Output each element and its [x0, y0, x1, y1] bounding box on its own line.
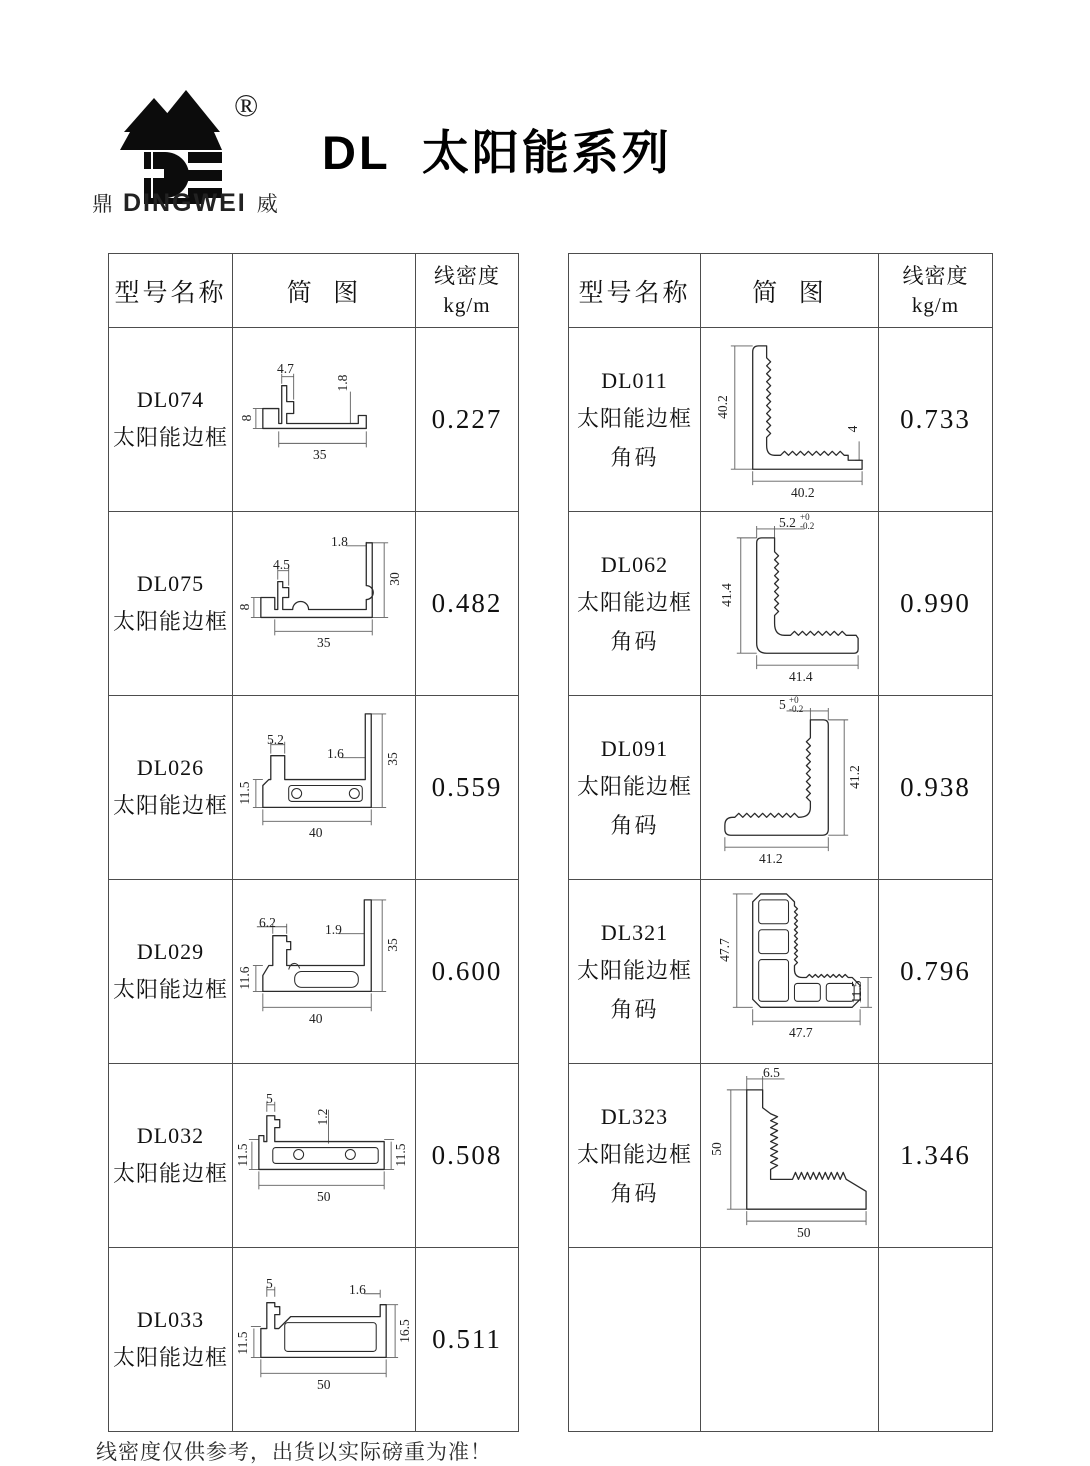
density-cell [416, 328, 519, 512]
footer-note: 线密度仅供参考，出货以实际磅重为准！ [96, 1441, 492, 1464]
dim-label: 35 [385, 752, 400, 766]
brand-line [92, 188, 322, 218]
dim-label: 41.4 [719, 583, 734, 607]
profile-diagram-dl033 [233, 1248, 415, 1431]
model-type: 太阳能边框 [112, 1345, 228, 1370]
dim-label: 11.5 [235, 1143, 250, 1167]
diagram-cell [701, 328, 879, 512]
profile-diagram-dl074 [233, 328, 415, 511]
profile-diagram-dl029 [233, 880, 415, 1063]
model-cell [109, 696, 233, 880]
model-subtype: 角码 [610, 1180, 659, 1206]
model-cell [569, 1064, 701, 1248]
model-type: 太阳能边框 [576, 773, 692, 799]
model-code: DL011 [601, 367, 668, 393]
dim-label: 5.2 [779, 515, 796, 530]
dim-label: 11.5 [849, 980, 864, 1004]
dim-label: 6.5 [763, 1065, 780, 1080]
model-type: 太阳能边框 [576, 405, 692, 431]
density-cell [879, 512, 993, 696]
header-density: 线密度 kg/m [416, 254, 519, 328]
dim-label: 35 [385, 938, 400, 952]
model-code: DL323 [600, 1103, 669, 1129]
diagram-cell [233, 1064, 416, 1248]
model-type: 太阳能边框 [112, 609, 228, 634]
density-cell [416, 880, 519, 1064]
dim-tolerance: +0 -0.2 [789, 695, 804, 715]
model-type: 太阳能边框 [112, 793, 228, 818]
model-type: 太阳能边框 [576, 1141, 692, 1167]
model-type: 太阳能边框 [576, 589, 692, 615]
model-code: DL075 [136, 571, 205, 596]
dim-tolerance: +0 -0.2 [800, 512, 815, 532]
diagram-cell [701, 512, 879, 696]
diagram-cell [233, 512, 416, 696]
dim-label: 47.7 [789, 1025, 813, 1040]
dim-label: 5 [779, 697, 786, 712]
density-value: 0.796 [900, 956, 971, 986]
diagram-cell [233, 1248, 416, 1432]
model-cell [569, 880, 701, 1064]
model-cell [109, 880, 233, 1064]
dim-label: 1.2 [315, 1108, 330, 1126]
dim-label: 30 [387, 572, 402, 586]
dim-label: 4.5 [273, 557, 290, 572]
dim-label: 8 [237, 603, 252, 611]
dim-label: 41.4 [789, 669, 813, 684]
model-code: DL033 [136, 1307, 205, 1332]
profile-diagram-dl026 [233, 696, 415, 879]
model-code: DL091 [600, 735, 669, 761]
dim-label: 41.2 [847, 765, 862, 789]
density-value: 0.508 [431, 1140, 503, 1170]
dim-label: 6.2 [259, 915, 276, 930]
dim-label: 4.7 [277, 361, 294, 376]
model-type: 太阳能边框 [112, 977, 228, 1002]
dim-label: 5 [266, 1276, 273, 1291]
density-cell [879, 696, 993, 880]
dim-label: 11.6 [237, 966, 252, 990]
model-code: DL032 [136, 1123, 205, 1148]
dim-label: 40 [309, 1011, 323, 1026]
profile-diagram-dl323 [701, 1064, 878, 1247]
density-value: 0.227 [431, 404, 503, 434]
model-cell [569, 512, 701, 696]
density-value: 0.733 [900, 404, 971, 434]
model-cell [569, 696, 701, 880]
diagram-cell [701, 880, 879, 1064]
dim-label: 35 [317, 635, 331, 650]
dim-label: 50 [317, 1377, 331, 1392]
density-cell [879, 1064, 993, 1248]
header-density: 线密度 kg/m [879, 254, 993, 328]
header-diagram: 简 图 [233, 254, 416, 328]
model-code: DL062 [600, 551, 669, 577]
dim-label: 41.2 [759, 851, 783, 866]
model-code: DL026 [136, 755, 205, 780]
model-type: 太阳能边框 [112, 1161, 228, 1186]
dim-label: 8 [239, 414, 254, 422]
header-model: 型号名称 [569, 254, 701, 328]
density-cell [879, 328, 993, 512]
model-cell [109, 1064, 233, 1248]
dim-label: 1.8 [331, 534, 348, 549]
model-code: DL321 [600, 919, 669, 945]
model-subtype: 角码 [610, 444, 659, 470]
density-value: 0.559 [431, 772, 503, 802]
density-cell [416, 696, 519, 880]
model-cell-empty [569, 1248, 701, 1432]
dim-label: 11.5 [235, 1331, 250, 1355]
model-cell [109, 1248, 233, 1432]
model-cell [569, 328, 701, 512]
left-profile-table [108, 253, 519, 1432]
model-subtype: 角码 [610, 996, 659, 1022]
diagram-cell [701, 696, 879, 880]
model-cell [109, 328, 233, 512]
density-cell [879, 880, 993, 1064]
density-value: 1.346 [900, 1140, 971, 1170]
density-value: 0.482 [431, 588, 503, 618]
density-cell-empty [879, 1248, 993, 1432]
dim-label: 1.8 [335, 374, 350, 392]
model-code: DL074 [136, 387, 205, 412]
density-value: 0.511 [432, 1324, 502, 1354]
brand-en: DINGWEI [123, 189, 247, 217]
right-profile-table [568, 253, 993, 1432]
dim-label: 35 [313, 447, 327, 462]
density-value: 0.600 [431, 956, 503, 986]
density-cell [416, 1064, 519, 1248]
density-cell [416, 512, 519, 696]
dim-label: 50 [317, 1189, 331, 1204]
dim-label: 50 [797, 1225, 811, 1240]
brand-cn-left: 鼎 [92, 193, 113, 216]
header-diagram: 简 图 [701, 254, 879, 328]
density-cell [416, 1248, 519, 1432]
diagram-cell [233, 880, 416, 1064]
dim-label: 11.5 [393, 1143, 408, 1167]
diagram-cell [233, 328, 416, 512]
profile-diagram-dl032 [233, 1064, 415, 1247]
dim-label: 11.5 [237, 781, 252, 805]
model-type: 太阳能边框 [112, 425, 228, 450]
dim-label: 50 [709, 1142, 724, 1156]
dim-label: 40.2 [791, 485, 815, 500]
diagram-cell [701, 1064, 879, 1248]
model-subtype: 角码 [610, 812, 659, 838]
dim-label: 40 [309, 825, 323, 840]
density-value: 0.938 [900, 772, 971, 802]
brand-cn-right: 威 [256, 193, 278, 216]
dim-label: 47.7 [717, 938, 732, 962]
page-title: DL 太阳能系列 [322, 126, 672, 179]
dim-label: 5 [266, 1091, 273, 1106]
dim-label: 40.2 [715, 395, 730, 419]
dim-label: 1.9 [325, 922, 342, 937]
dim-label: 1.6 [349, 1282, 366, 1297]
model-type: 太阳能边框 [576, 957, 692, 983]
dim-label: 1.6 [327, 746, 344, 761]
model-cell [109, 512, 233, 696]
density-value: 0.990 [900, 588, 971, 618]
model-subtype: 角码 [610, 628, 659, 654]
model-code: DL029 [136, 939, 205, 964]
header-model: 型号名称 [109, 254, 233, 328]
dim-label: 4 [845, 425, 860, 433]
diagram-cell [233, 696, 416, 880]
dim-label: 5.2 [267, 732, 284, 747]
registered-mark: ® [234, 87, 259, 123]
diagram-cell-empty [701, 1248, 879, 1432]
dim-label: 16.5 [397, 1319, 412, 1343]
profile-diagram-dl075 [233, 512, 415, 695]
